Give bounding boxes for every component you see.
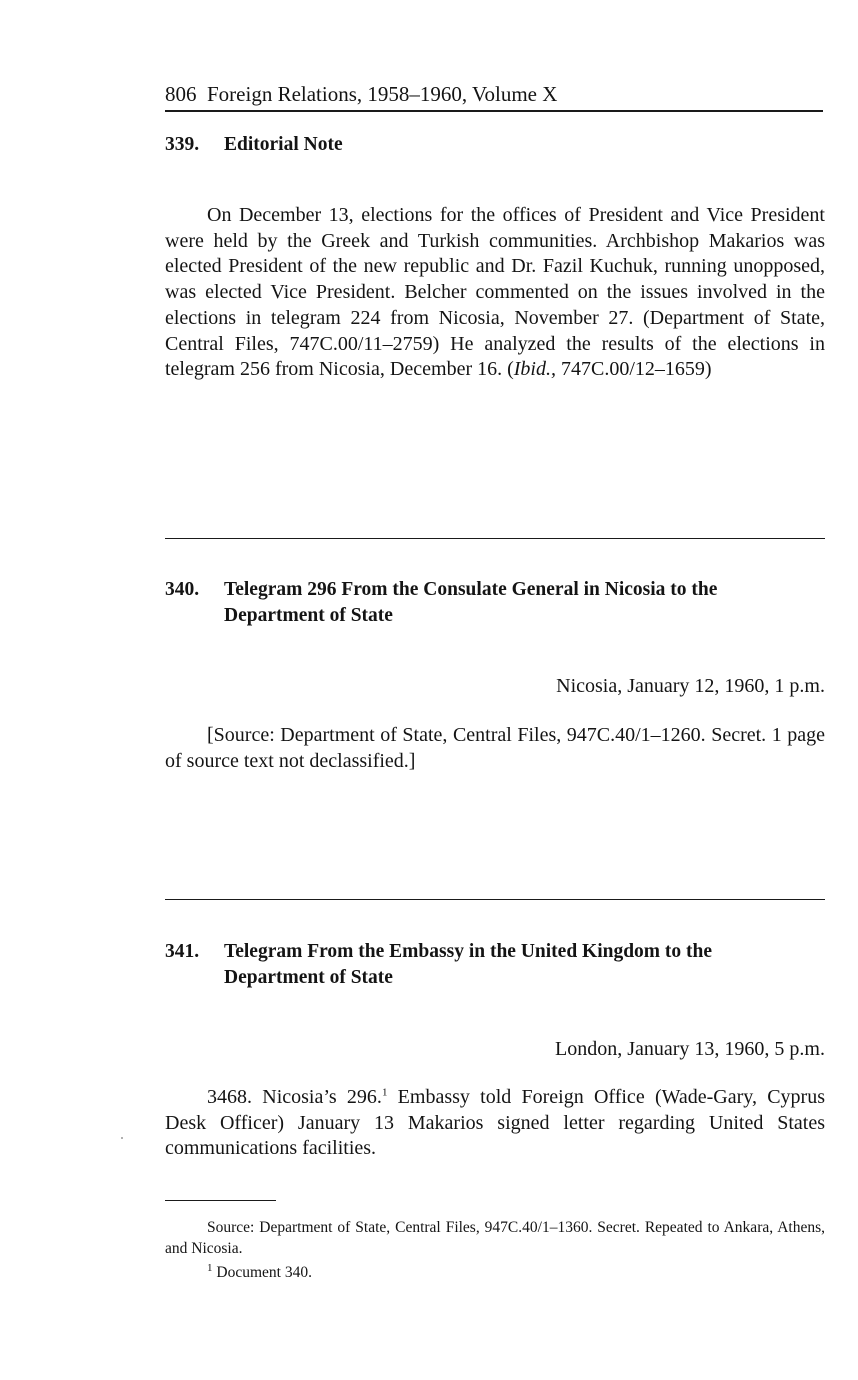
doc-340-title-line2: Department of State xyxy=(224,605,393,626)
doc-341-body: 3468. Nicosia’s 296.$^1$ Embassy told Foreign Office (Wade-Gary, Cyprus Desk Officer) January 13 Makarios signed letter regarding United States communications facilities. xyxy=(165,1086,825,1160)
doc-341-number: 341. xyxy=(165,941,200,962)
doc-339-number: 339. xyxy=(165,134,200,155)
doc-339-paragraph: On December 13, elections for the offices of President and Vice President were held by the Greek and Turkish communities. Archbishop Makarios was elected President of the new republic and Dr. Fazil Kuchuk, running unopposed, was elected Vice President. Belcher commented on the issues involved in the elections in telegram 224 from Nicosia, November 27. (Department of State, Central Files, 747C.00/11–2759) He analyzed the results of the elections in telegram 256 from Nicosia, December 16. (Ibid., 747C.00/12–1659) xyxy=(165,204,825,381)
series-title: Foreign Relations, 1958–1960, Volume X xyxy=(207,82,558,106)
footnote-1-text: Document 340. xyxy=(212,1264,312,1281)
footnote-rule xyxy=(165,1200,276,1201)
doc-340-title-line1: Telegram 296 From the Consulate General in Nicosia to the xyxy=(224,579,718,600)
source-footnote: Source: Department of State, Central Files, 947C.40/1–1360. Secret. Repeated to Ankara, Athens, and Nicosia. xyxy=(165,1219,825,1257)
ibid-citation: Ibid., xyxy=(513,358,556,381)
doc-341-heading xyxy=(165,939,825,991)
doc-340-heading xyxy=(165,577,825,629)
doc-340-source-note: [Source: Department of State, Central Files, 947C.40/1–1260. Secret. 1 page of source text not declassified.] xyxy=(165,724,825,772)
doc-341-title-line1: Telegram From the Embassy in the United Kingdom to the xyxy=(224,941,713,962)
doc-340-number: 340. xyxy=(165,579,200,600)
doc-339-heading xyxy=(165,132,825,158)
running-head xyxy=(165,80,823,112)
scan-speck xyxy=(121,1137,123,1139)
section-divider xyxy=(165,899,825,900)
doc-341-dateline: London, January 13, 1960, 5 p.m. xyxy=(555,1038,825,1060)
doc-339-title: Editorial Note xyxy=(224,134,343,155)
page-number: 806 xyxy=(165,82,197,106)
footnote-reference: 1 xyxy=(381,1086,388,1099)
footnote-1-marker: 1 xyxy=(207,1261,213,1274)
doc-341-title-line2: Department of State xyxy=(224,967,393,988)
doc-340-dateline: Nicosia, January 12, 1960, 1 p.m. xyxy=(556,675,825,697)
section-divider xyxy=(165,538,825,539)
footnote-1 xyxy=(165,1262,825,1283)
